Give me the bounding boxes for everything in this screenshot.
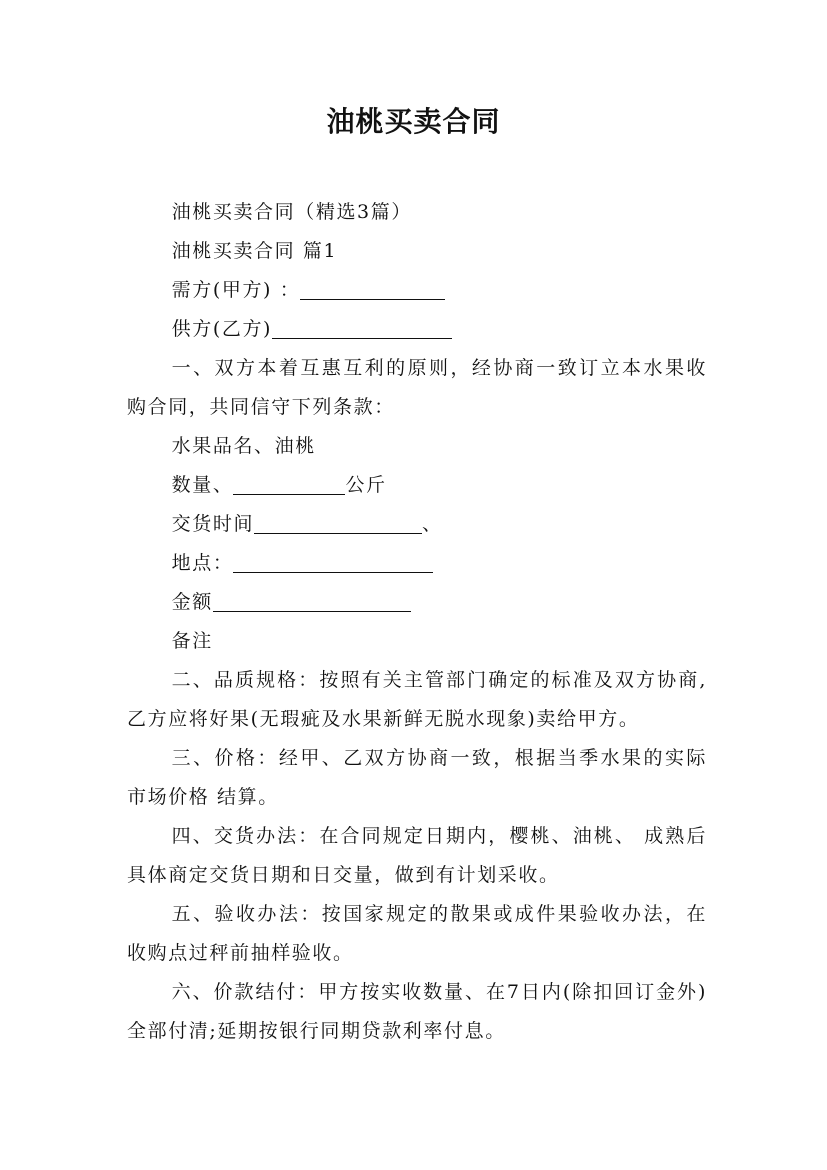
amount-line xyxy=(127,583,707,622)
buyer-label: 需方(甲方) ： xyxy=(171,279,301,301)
quantity-blank xyxy=(233,470,345,495)
remarks-line: 备注 xyxy=(171,630,213,652)
quantity-unit: 公斤 xyxy=(345,474,387,496)
clause-3: 三、价格：经甲、乙双方协商一致，根据当季水果的实际市场价格 结算。 xyxy=(127,747,707,808)
quantity-label: 数量、 xyxy=(171,474,234,496)
place-line xyxy=(127,544,707,583)
clause-6: 六、价款结付：甲方按实收数量、在7日内(除扣回订金外)全部付清;延期按银行同期贷款利率付息。 xyxy=(127,981,707,1042)
place-blank xyxy=(233,548,433,573)
amount-blank xyxy=(213,587,411,612)
document-title: 油桃买卖合同 xyxy=(326,105,501,138)
clause-5: 五、验收办法：按国家规定的散果或成件果验收办法，在收购点过秤前抽样验收。 xyxy=(127,903,707,964)
delivery-suffix: 、 xyxy=(422,513,443,535)
buyer-blank xyxy=(300,275,445,300)
delivery-label: 交货时间 xyxy=(171,513,255,535)
clause-4: 四、交货办法：在合同规定日期内，樱桃、油桃、 成熟后具体商定交货日期和日交量，做到有计划采收。 xyxy=(127,825,707,886)
seller-blank xyxy=(272,314,452,339)
quantity-line xyxy=(127,466,707,505)
amount-label: 金额 xyxy=(171,591,213,613)
seller-label: 供方(乙方) xyxy=(171,318,273,340)
buyer-line xyxy=(127,271,707,310)
fruit-name-line: 水果品名、油桃 xyxy=(171,435,316,457)
delivery-blank xyxy=(254,509,422,534)
clause-2: 二、品质规格：按照有关主管部门确定的标准及双方协商,乙方应将好果(无瑕疵及水果新鲜无脱水现象)卖给甲方。 xyxy=(127,669,707,730)
seller-line xyxy=(127,310,707,349)
intro-line: 油桃买卖合同（精选3篇） xyxy=(171,201,412,223)
chapter-heading: 油桃买卖合同 篇1 xyxy=(171,240,338,262)
clause-1: 一、双方本着互惠互利的原则，经协商一致订立本水果收购合同，共同信守下列条款： xyxy=(127,357,707,418)
document-body xyxy=(127,193,707,1051)
place-label: 地点： xyxy=(171,552,234,574)
delivery-line xyxy=(127,505,707,544)
